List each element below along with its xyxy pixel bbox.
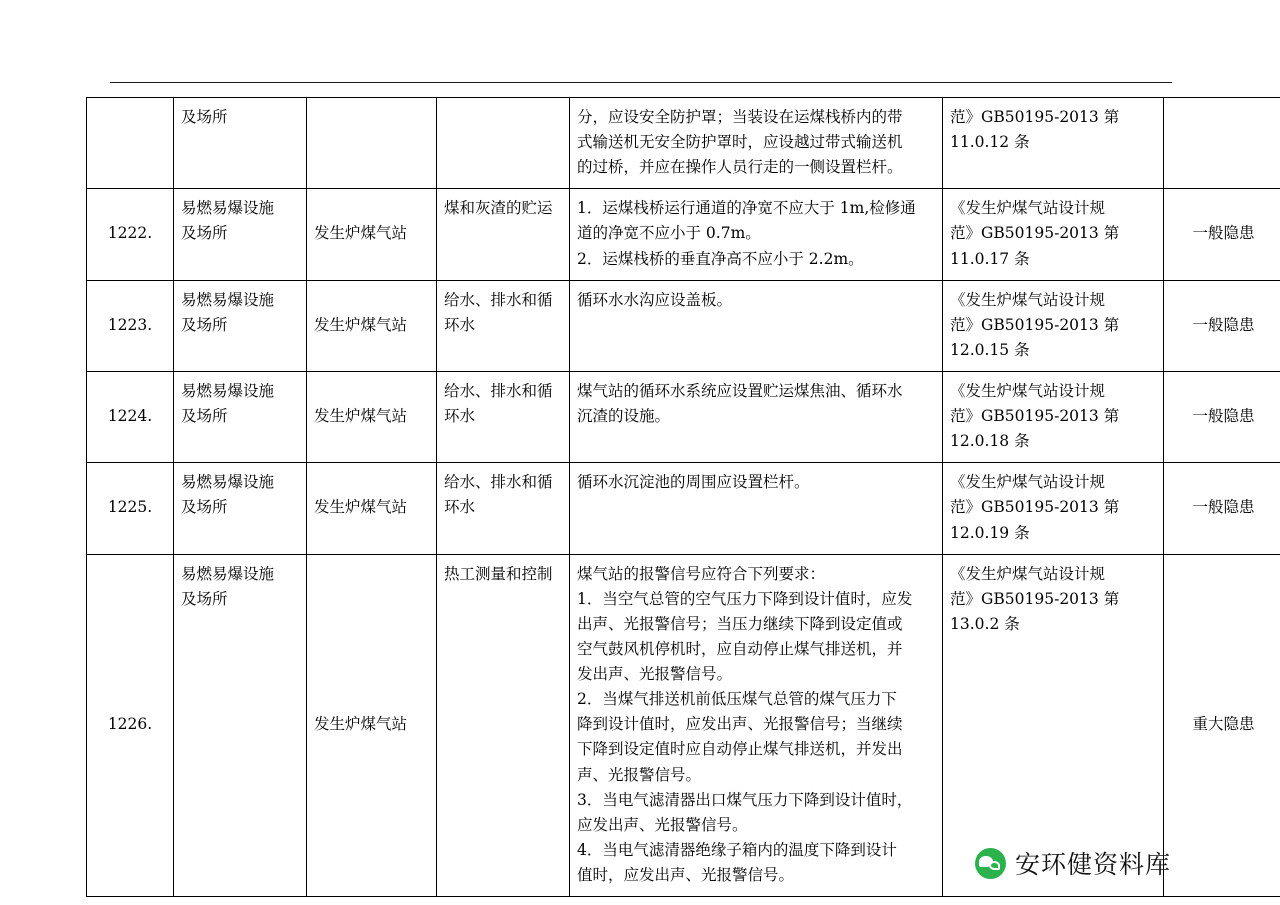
category-line: 及场所 — [181, 407, 228, 426]
description-line: 发出声、光报警信号。 — [577, 665, 733, 684]
description-line: 1．运煤栈桥运行通道的净宽不应大于 1m,检修通 — [577, 199, 916, 218]
description-line: 下降到设定值时应自动停止煤气排送机，并发出 — [577, 740, 903, 759]
reference-line: 《发生炉煤气站设计规 — [950, 199, 1106, 218]
description-line: 降到设计值时，应发出声、光报警信号；当继续 — [577, 715, 903, 734]
reference-line: 12.0.15 条 — [950, 340, 1030, 359]
reference-line: 范》GB50195-2013 第 — [950, 108, 1120, 126]
reference-line: 范》GB50195-2013 第 — [950, 407, 1120, 426]
description-line: 4．当电气滤清器绝缘子箱内的温度下降到设计 — [577, 840, 897, 859]
reference-cell — [943, 189, 1164, 280]
category-line: 及场所 — [181, 108, 228, 126]
system-line: 给水、排水和循 — [444, 290, 553, 309]
row-number-cell — [87, 98, 174, 189]
category-cell — [174, 189, 307, 280]
description-line: 式输送机无安全防护罩时，应设越过带式输送机 — [577, 133, 903, 152]
description-cell — [570, 463, 943, 554]
site-cell: 发生炉煤气站 — [307, 371, 437, 462]
description-line: 道的净宽不应小于 0.7m。 — [577, 224, 761, 243]
reference-line: 《发生炉煤气站设计规 — [950, 473, 1106, 492]
table-row — [87, 189, 1280, 280]
table-row — [87, 280, 1280, 371]
watermark-logo — [975, 845, 1171, 881]
reference-line: 11.0.12 条 — [950, 133, 1030, 152]
reference-cell — [943, 98, 1164, 189]
table-row — [87, 463, 1280, 554]
table-body — [87, 98, 1280, 897]
reference-cell — [943, 371, 1164, 462]
category-line: 及场所 — [181, 224, 228, 243]
description-line: 出声、光报警信号；当压力继续下降到设定值或 — [577, 614, 903, 633]
description-cell — [570, 371, 943, 462]
system-cell — [437, 463, 570, 554]
system-cell: 热工测量和控制 — [437, 554, 570, 896]
level-cell: 一般隐患 — [1164, 371, 1280, 462]
description-line: 循环水沉淀池的周围应设置栏杆。 — [577, 473, 810, 492]
reference-line: 《发生炉煤气站设计规 — [950, 564, 1106, 583]
system-cell — [437, 280, 570, 371]
category-line: 易燃易爆设施 — [181, 290, 275, 309]
reference-line: 《发生炉煤气站设计规 — [950, 290, 1106, 309]
hazard-table — [86, 97, 1280, 897]
description-line: 煤气站的循环水系统应设置贮运煤焦油、循环水 — [577, 381, 903, 400]
description-line: 3．当电气滤清器出口煤气压力下降到设计值时， — [577, 790, 913, 809]
category-line: 及场所 — [181, 498, 228, 517]
reference-line: 《发生炉煤气站设计规 — [950, 381, 1106, 400]
description-line: 沉渣的设施。 — [577, 407, 671, 426]
row-number-cell: 1225. — [87, 463, 174, 554]
description-line: 分，应设安全防护罩；当装设在运煤栈桥内的带 — [577, 108, 903, 126]
description-line: 1．当空气总管的空气压力下降到设计值时，应发 — [577, 589, 913, 608]
row-number-cell: 1224. — [87, 371, 174, 462]
system-cell: 煤和灰渣的贮运 — [437, 189, 570, 280]
header-rule — [110, 82, 1172, 83]
description-cell — [570, 554, 943, 896]
table-row — [87, 98, 1280, 189]
description-line: 2．当煤气排送机前低压煤气总管的煤气压力下 — [577, 690, 897, 709]
system-cell — [437, 371, 570, 462]
reference-line: 11.0.17 条 — [950, 249, 1030, 268]
logo-text: 安环健资料库 — [1015, 850, 1172, 879]
site-cell: 发生炉煤气站 — [307, 463, 437, 554]
level-cell: 一般隐患 — [1164, 189, 1280, 280]
site-cell: 发生炉煤气站 — [307, 280, 437, 371]
category-cell — [174, 280, 307, 371]
category-cell — [174, 98, 307, 189]
category-line: 易燃易爆设施 — [181, 199, 275, 218]
level-cell — [1164, 98, 1280, 189]
category-line: 及场所 — [181, 589, 228, 608]
reference-line: 13.0.2 条 — [950, 614, 1020, 633]
wechat-logo-icon — [975, 848, 1006, 879]
description-line: 应发出声、光报警信号。 — [577, 815, 748, 834]
reference-line: 范》GB50195-2013 第 — [950, 315, 1120, 334]
row-number-cell: 1222. — [87, 189, 174, 280]
site-cell: 发生炉煤气站 — [307, 189, 437, 280]
level-cell: 一般隐患 — [1164, 463, 1280, 554]
description-cell — [570, 189, 943, 280]
system-cell — [437, 98, 570, 189]
description-cell — [570, 280, 943, 371]
reference-line: 范》GB50195-2013 第 — [950, 224, 1120, 243]
level-cell: 一般隐患 — [1164, 280, 1280, 371]
description-line: 循环水水沟应设盖板。 — [577, 290, 733, 309]
category-line: 易燃易爆设施 — [181, 381, 275, 400]
level-cell: 重大隐患 — [1164, 554, 1280, 896]
system-line: 环水 — [444, 407, 476, 426]
reference-cell — [943, 463, 1164, 554]
site-cell — [307, 98, 437, 189]
category-line: 及场所 — [181, 315, 228, 334]
reference-line: 范》GB50195-2013 第 — [950, 498, 1120, 517]
category-cell — [174, 371, 307, 462]
system-line: 环水 — [444, 498, 476, 517]
reference-cell — [943, 280, 1164, 371]
category-cell — [174, 463, 307, 554]
reference-line: 范》GB50195-2013 第 — [950, 589, 1120, 608]
category-cell — [174, 554, 307, 896]
reference-line: 12.0.18 条 — [950, 432, 1030, 451]
category-line: 易燃易爆设施 — [181, 564, 275, 583]
site-cell: 发生炉煤气站 — [307, 554, 437, 896]
description-line: 声、光报警信号。 — [577, 765, 702, 784]
system-line: 环水 — [444, 315, 476, 334]
description-cell — [570, 98, 943, 189]
description-line: 值时，应发出声、光报警信号。 — [577, 865, 795, 884]
row-number-cell: 1223. — [87, 280, 174, 371]
table-row — [87, 371, 1280, 462]
system-line: 给水、排水和循 — [444, 381, 553, 400]
description-line: 空气鼓风机停机时，应自动停止煤气排送机，并 — [577, 639, 903, 658]
description-line: 煤气站的报警信号应符合下列要求： — [577, 564, 826, 583]
system-line: 给水、排水和循 — [444, 473, 553, 492]
reference-line: 12.0.19 条 — [950, 523, 1030, 542]
category-line: 易燃易爆设施 — [181, 473, 275, 492]
description-line: 的过桥，并应在操作人员行走的一侧设置栏杆。 — [577, 158, 903, 177]
description-line: 2．运煤栈桥的垂直净高不应小于 2.2m。 — [577, 249, 864, 268]
row-number-cell: 1226. — [87, 554, 174, 896]
